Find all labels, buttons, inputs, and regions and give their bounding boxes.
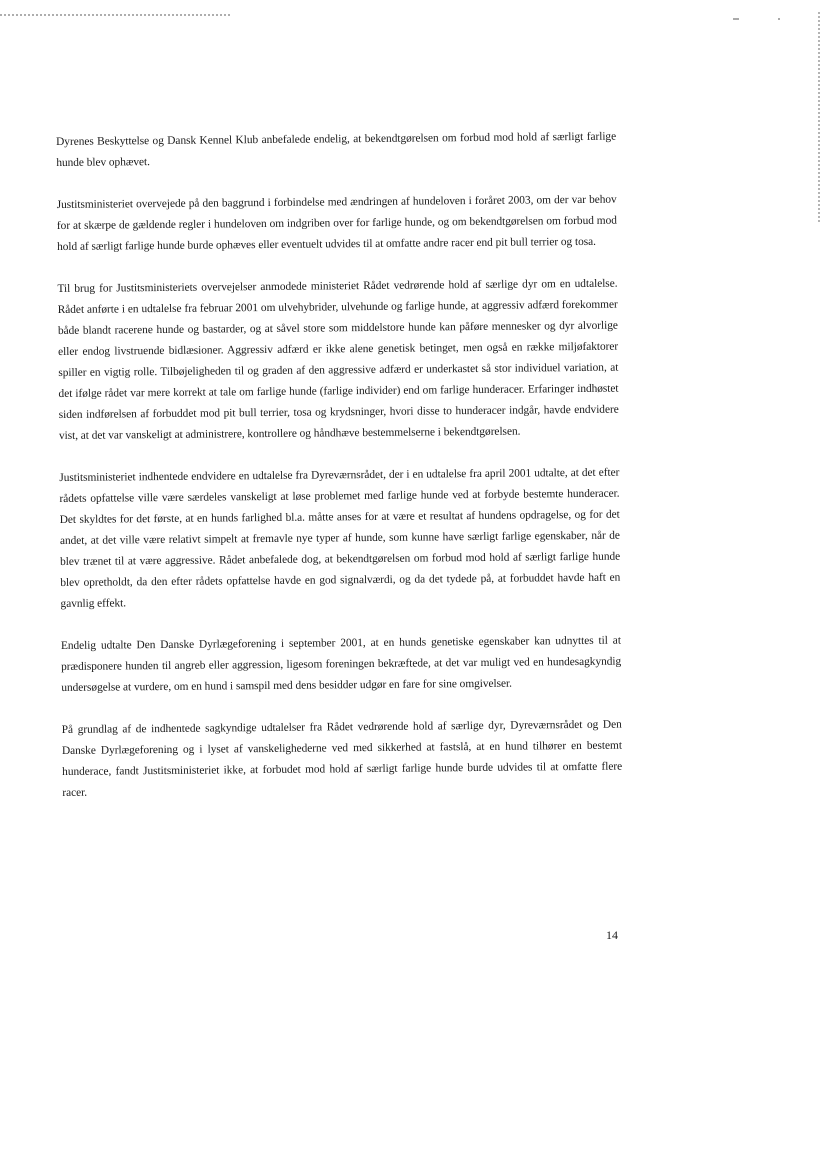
paragraph: Justitsministeriet overvejede på den baggrund i forbindelse med ændringen af hundeloven i foråret 2003, om der var behov for at skærpe de gældende regler i hundeloven om indgriben over for farlige hunde, og om bekendtgørelsen om forbud mod hold af særligt farlige hunde burde ophæves eller eventuelt udvides til at omfatte andre racer end pit bull terrier og tosa. [56,193,617,253]
scan-artifact-dot [778,18,780,20]
scan-artifact-top [0,14,230,16]
scan-artifact-right [818,12,820,222]
paragraph: Justitsministeriet indhentede endvidere en udtalelse fra Dyreværnsrådet, der i en udtalelse fra april 2001 udtalte, at det efter rådets opfattelse ville være særdeles vanskeligt at løse problemet med farlige hunde ved at forbyde bestemte hunderacer. Det skyldtes for det første, at en hunds farlighed bl.a. måtte anses for at være et resultat af hundens opdragelse, og for det andet, at det ville være relativt simpelt at fremavle nye typer af hunde, som kunne have særligt farlige egenskaber, når de blev trænet til at være aggressive. Rådet anbefalede dog, at bekendtgørelsen om forbud mod hold af særligt farlige hunde blev opretholdt, da den efter rådets opfattelse havde en god signalværdi, og da det tydede på, at forbuddet havde haft en gavnlig effekt. [59,466,621,610]
scan-artifact-dot [733,18,739,20]
paragraph: Endelig udtalte Den Danske Dyrlægeforening i september 2001, at en hunds genetiske egenskaber kan udnyttes til at prædisponere hunden til angreb eller aggression, ligesom foreningen bekræftede, at det var muligt ved en hundesagkyndig undersøgelse at vurdere, om en hund i samspil med dens besidder udgør en fare for sine omgivelser. [60,634,622,694]
page-number: 14 [606,928,618,942]
paragraph: På grundlag af de indhentede sagkyndige udtalelser fra Rådet vedrørende hold af særlige dyr, Dyreværnsrådet og Den Danske Dyrlægeforening og i lyset af vanskelighederne ved med sikkerhed at fastslå, at en hund tilhører en bestemt hunderace, fandt Justitsministeriet ikke, at forbudet mod hold af særligt farlige hunde burde udvides til at omfatte flere racer. [61,718,623,799]
document-body [56,127,623,825]
paragraph: Til brug for Justitsministeriets overvejelser anmodede ministeriet Rådet vedrørende hold af særlige dyr om en udtalelse. Rådet anførte i en udtalelse fra februar 2001 om ulvehybrider, ulvehunde og farlige hunde, at aggressiv adfærd forekommer både blandt racerene hunde og bastarder, og at såvel store som middelstore hunde kan påføre mennesker og dyr alvorlige eller endog livstruende bidlæsioner. Aggressiv adfærd er ikke alene genetisk betinget, men også en række miljøfaktorer spiller en vigtig rolle. Tilbøjeligheden til og graden af den aggressive adfærd er underkastet så stor individuel variation, at det ifølge rådet var mere korrekt at tale om farlige hunde (farlige individer) end om farlige hunderacer. Erfaringer indhøstet siden indførelsen af forbuddet mod pit bull terrier, tosa og krydsninger, hvori disse to hunderacer indgår, havde endvidere vist, at det var vanskeligt at administrere, kontrollere og håndhæve bestemmelserne i bekendtgørelsen. [57,277,619,442]
paragraph: Dyrenes Beskyttelse og Dansk Kennel Klub anbefalede endelig, at bekendtgørelsen om forbud mod hold af særligt farlige hunde blev ophævet. [56,130,617,169]
